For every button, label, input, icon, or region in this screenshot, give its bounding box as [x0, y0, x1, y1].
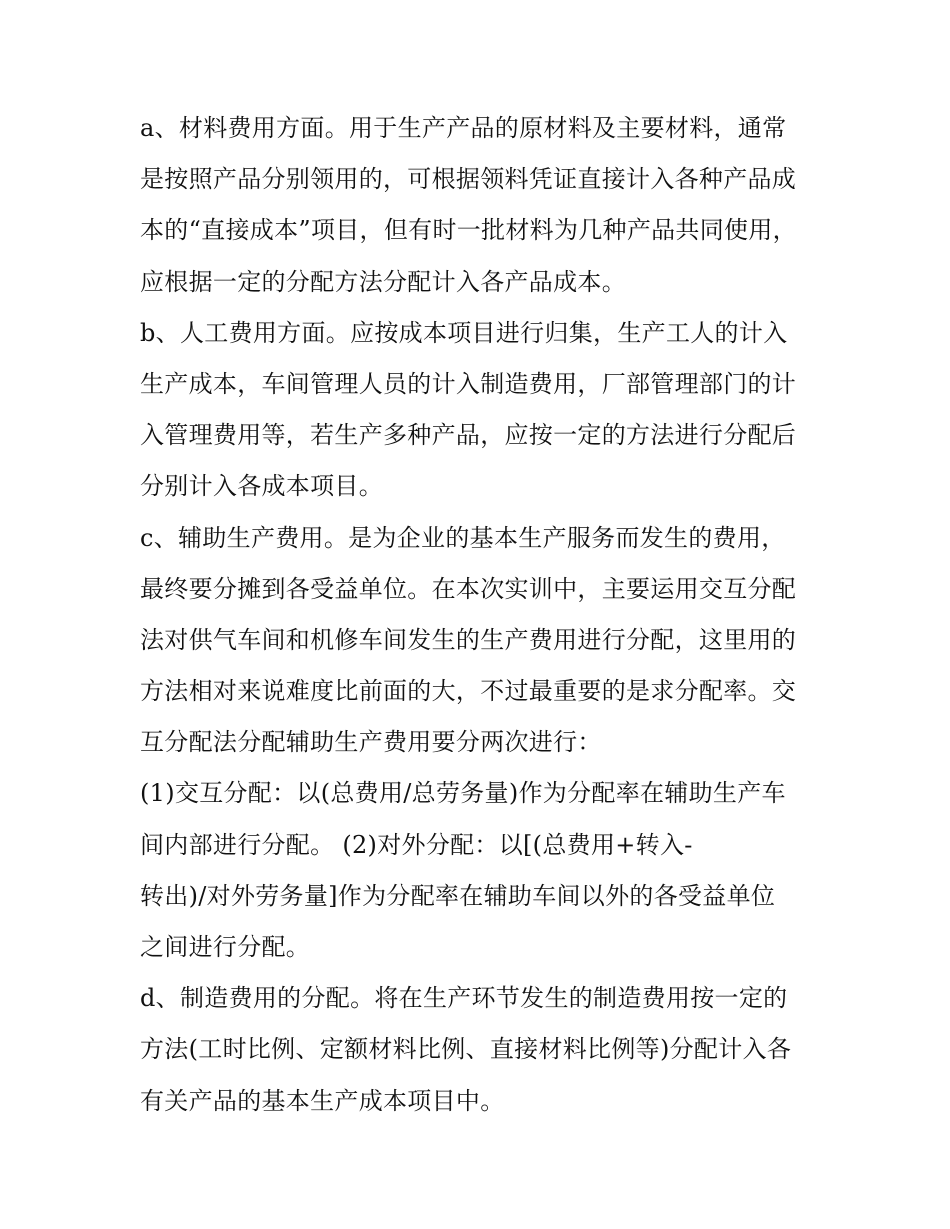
text-line: 本的“直接成本”项目，但有时一批材料为几种产品共同使用，: [140, 216, 797, 245]
paragraph-manufacturing-overhead: [140, 973, 820, 1127]
text-line: 间内部进行分配。 (2)对外分配：以[(总费用+转入-: [140, 830, 693, 859]
text-line: 方法(工时比例、定额材料比例、直接材料比例等)分配计入各: [140, 1035, 792, 1064]
text-line: 之间进行分配。: [140, 933, 311, 961]
text-line: 互分配法分配辅助生产费用要分两次进行：: [140, 728, 602, 757]
paragraph-material-cost: [140, 103, 820, 308]
text-line: 有关产品的基本生产成本项目中。: [140, 1086, 505, 1115]
text-line: a、材料费用方面。用于生产产品的原材料及主要材料，通常: [140, 114, 787, 142]
text-line: 分别计入各成本项目。: [140, 472, 383, 501]
text-line: b、人工费用方面。应按成本项目进行归集，生产工人的计入: [140, 318, 788, 347]
text-line: 最终要分摊到各受益单位。在本次实训中，主要运用交互分配: [140, 574, 797, 603]
text-line: 应根据一定的分配方法分配计入各产品成本。: [140, 267, 626, 296]
text-line: 是按照产品分别领用的，可根据领料凭证直接计入各种产品成: [140, 165, 797, 194]
text-line: 方法相对来说难度比前面的大，不过最重要的是求分配率。交: [140, 677, 797, 706]
paragraph-labor-cost: [140, 308, 820, 513]
text-line: 法对供气车间和机修车间发生的生产费用进行分配，这里用的: [140, 625, 797, 654]
text-line: c、辅助生产费用。是为企业的基本生产服务而发生的费用，: [140, 523, 786, 552]
text-line: d、制造费用的分配。将在生产环节发生的制造费用按一定的: [140, 984, 788, 1013]
body-text: [140, 103, 820, 1127]
text-line: 转出)/对外劳务量]作为分配率在辅助车间以外的各受益单位: [140, 881, 776, 910]
text-line: (1)交互分配：以(总费用/总劳务量)作为分配率在辅助生产车: [140, 779, 786, 808]
text-line: 入管理费用等，若生产多种产品，应按一定的方法进行分配后: [140, 421, 797, 450]
paragraph-auxiliary-production-cost: [140, 513, 820, 974]
text-line: 生产成本，车间管理人员的计入制造费用，厂部管理部门的计: [140, 369, 797, 398]
